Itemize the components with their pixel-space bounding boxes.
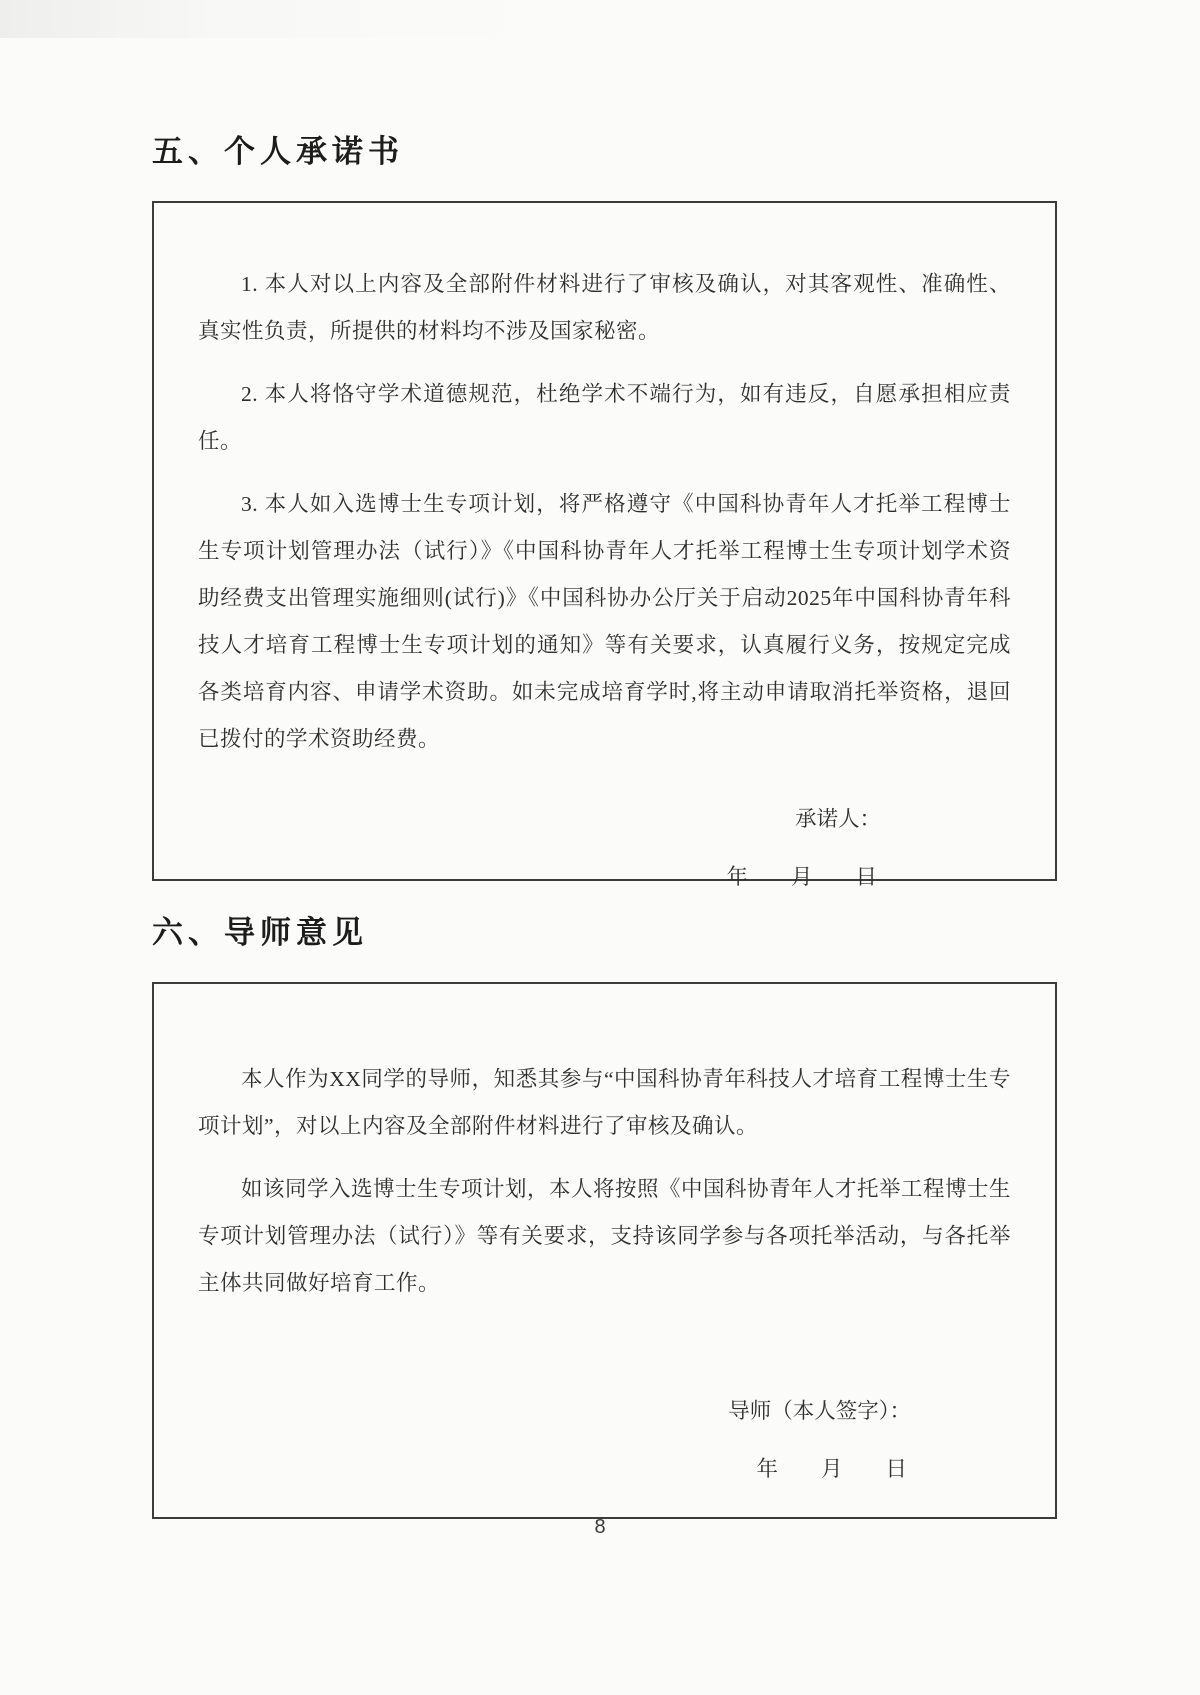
section6-mentor-box bbox=[152, 982, 1057, 1519]
section5-paragraph-1: 1. 本人对以上内容及全部附件材料进行了审核及确认，对其客观性、准确性、真实性负责，所提供的材料均不涉及国家秘密。 bbox=[198, 272, 1011, 343]
page-number: 8 bbox=[594, 1516, 606, 1538]
section5-date-line: 年 月 日 bbox=[726, 865, 877, 889]
section6-date-line: 年 月 日 bbox=[756, 1457, 907, 1481]
section6-paragraph-1: 本人作为XX同学的导师，知悉其参与“中国科协青年科技人才培育工程博士生专项计划”，对以上内容及全部附件材料进行了审核及确认。 bbox=[198, 1067, 1011, 1138]
section6-signature-block bbox=[198, 1391, 1011, 1489]
section6-title: 六、导师意见 bbox=[152, 915, 368, 950]
section5-paragraph-3: 3. 本人如入选博士生专项计划，将严格遵守《中国科协青年人才托举工程博士生专项计划管理办法（试行）》《中国科协青年人才托举工程博士生专项计划学术资助经费支出管理实施细则(试行)》《中国科协办公厅关于启动2025年中国科协青年科技人才培育工程博士生专项计划的通知》等有关要求，认真履行义务，按规定完成各类培育内容、申请学术资助。如未完成培育学时,将主动申请取消托举资格，退回已拨付的学术资助经费。 bbox=[198, 492, 1011, 751]
section5-title: 五、个人承诺书 bbox=[152, 134, 404, 169]
section5-commitment-box bbox=[152, 201, 1057, 889]
section5-signer-label: 承诺人： bbox=[794, 807, 881, 831]
section6-signer-label: 导师（本人签字）： bbox=[728, 1399, 911, 1423]
section6-paragraph-2: 如该同学入选博士生专项计划，本人将按照《中国科协青年人才托举工程博士生专项计划管理办法（试行）》等有关要求，支持该同学参与各项托举活动，与各托举主体共同做好培育工作。 bbox=[198, 1177, 1012, 1295]
section5-paragraph-2: 2. 本人将恪守学术道德规范，杜绝学术不端行为，如有违反，自愿承担相应责任。 bbox=[198, 382, 1011, 453]
